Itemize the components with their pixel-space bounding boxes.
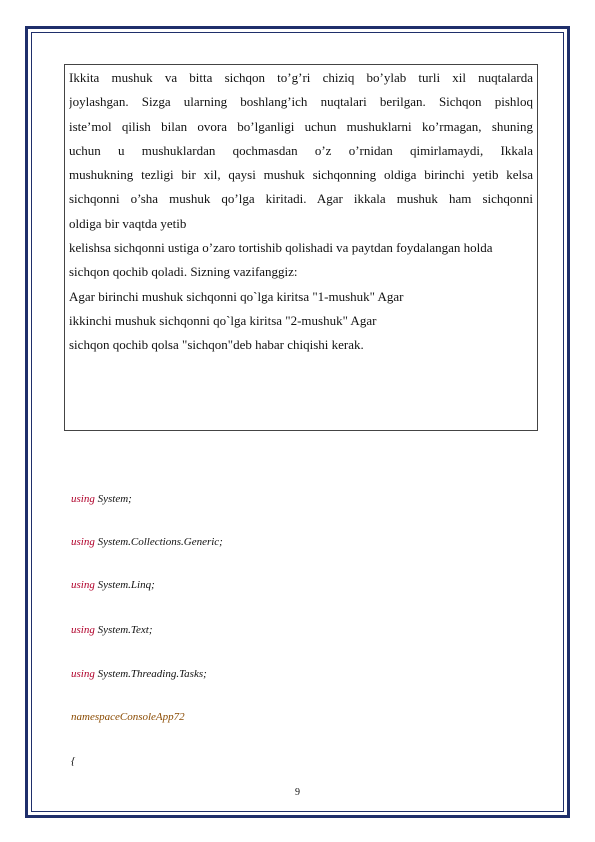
code-line — [71, 624, 152, 636]
code-text: System.Linq; — [94, 579, 155, 591]
code-keyword: using — [71, 624, 95, 636]
code-line — [71, 711, 185, 723]
code-line — [71, 668, 207, 680]
code-text: System.Threading.Tasks; — [94, 668, 207, 680]
code-keyword: using — [71, 493, 95, 505]
code-line — [71, 579, 155, 591]
problem-line: mushukning tezligi bir xil, qaysi mushuk sichqonning oldiga birinchi yetib kelsa — [69, 167, 533, 183]
code-line — [71, 755, 75, 767]
problem-line: sichqon qochib qolsa "sichqon"deb habar chiqishi kerak. — [69, 337, 364, 353]
code-keyword: namespace — [71, 711, 120, 723]
problem-line: Ikkita mushuk va bitta sichqon to’g’ri chiziq bo’ylab turli xil nuqtalarda — [69, 70, 533, 85]
problem-line: sichqon qochib qoladi. Sizning vazifanggiz: — [69, 264, 298, 280]
problem-line: Agar birinchi mushuk sichqonni qo`lga kiritsa "1-mushuk" Agar — [69, 288, 404, 304]
problem-line: oldiga bir vaqtda yetib — [69, 215, 187, 231]
page-number: 9 — [295, 787, 300, 798]
problem-line: iste’mol qilish bilan ovora bo’lganligi uchun mushuklarni ko’rmagan, shuning — [69, 118, 533, 134]
code-keyword: using — [71, 668, 95, 680]
code-text: System; — [94, 493, 132, 505]
code-keyword: using — [71, 536, 95, 548]
problem-line: ikkinchi mushuk sichqonni qo`lga kiritsa "2-mushuk" Agar — [69, 312, 377, 328]
code-text: { — [71, 755, 76, 767]
code-text: ConsoleApp72 — [119, 711, 185, 723]
code-keyword: using — [71, 579, 95, 591]
code-line — [71, 493, 132, 505]
problem-line: sichqonni o’sha mushuk qo’lga kiritadi. Agar ikkala mushuk ham sichqonni — [69, 191, 533, 207]
code-text: System.Collections.Generic; — [94, 536, 223, 548]
code-line — [71, 536, 223, 548]
problem-line: joylashgan. Sizga ularning boshlang’ich nuqtalari berilgan. Sichqon pishloq — [69, 94, 533, 110]
problem-line: kelishsa sichqonni ustiga o’zaro tortishib qolishadi va paytdan foydalangan holda — [69, 240, 493, 256]
problem-statement-text — [69, 66, 533, 358]
code-text: System.Text; — [94, 624, 153, 636]
problem-line: uchun u mushuklardan qochmasdan o’z o’rnidan qimirlamaydi, Ikkala — [69, 142, 533, 158]
